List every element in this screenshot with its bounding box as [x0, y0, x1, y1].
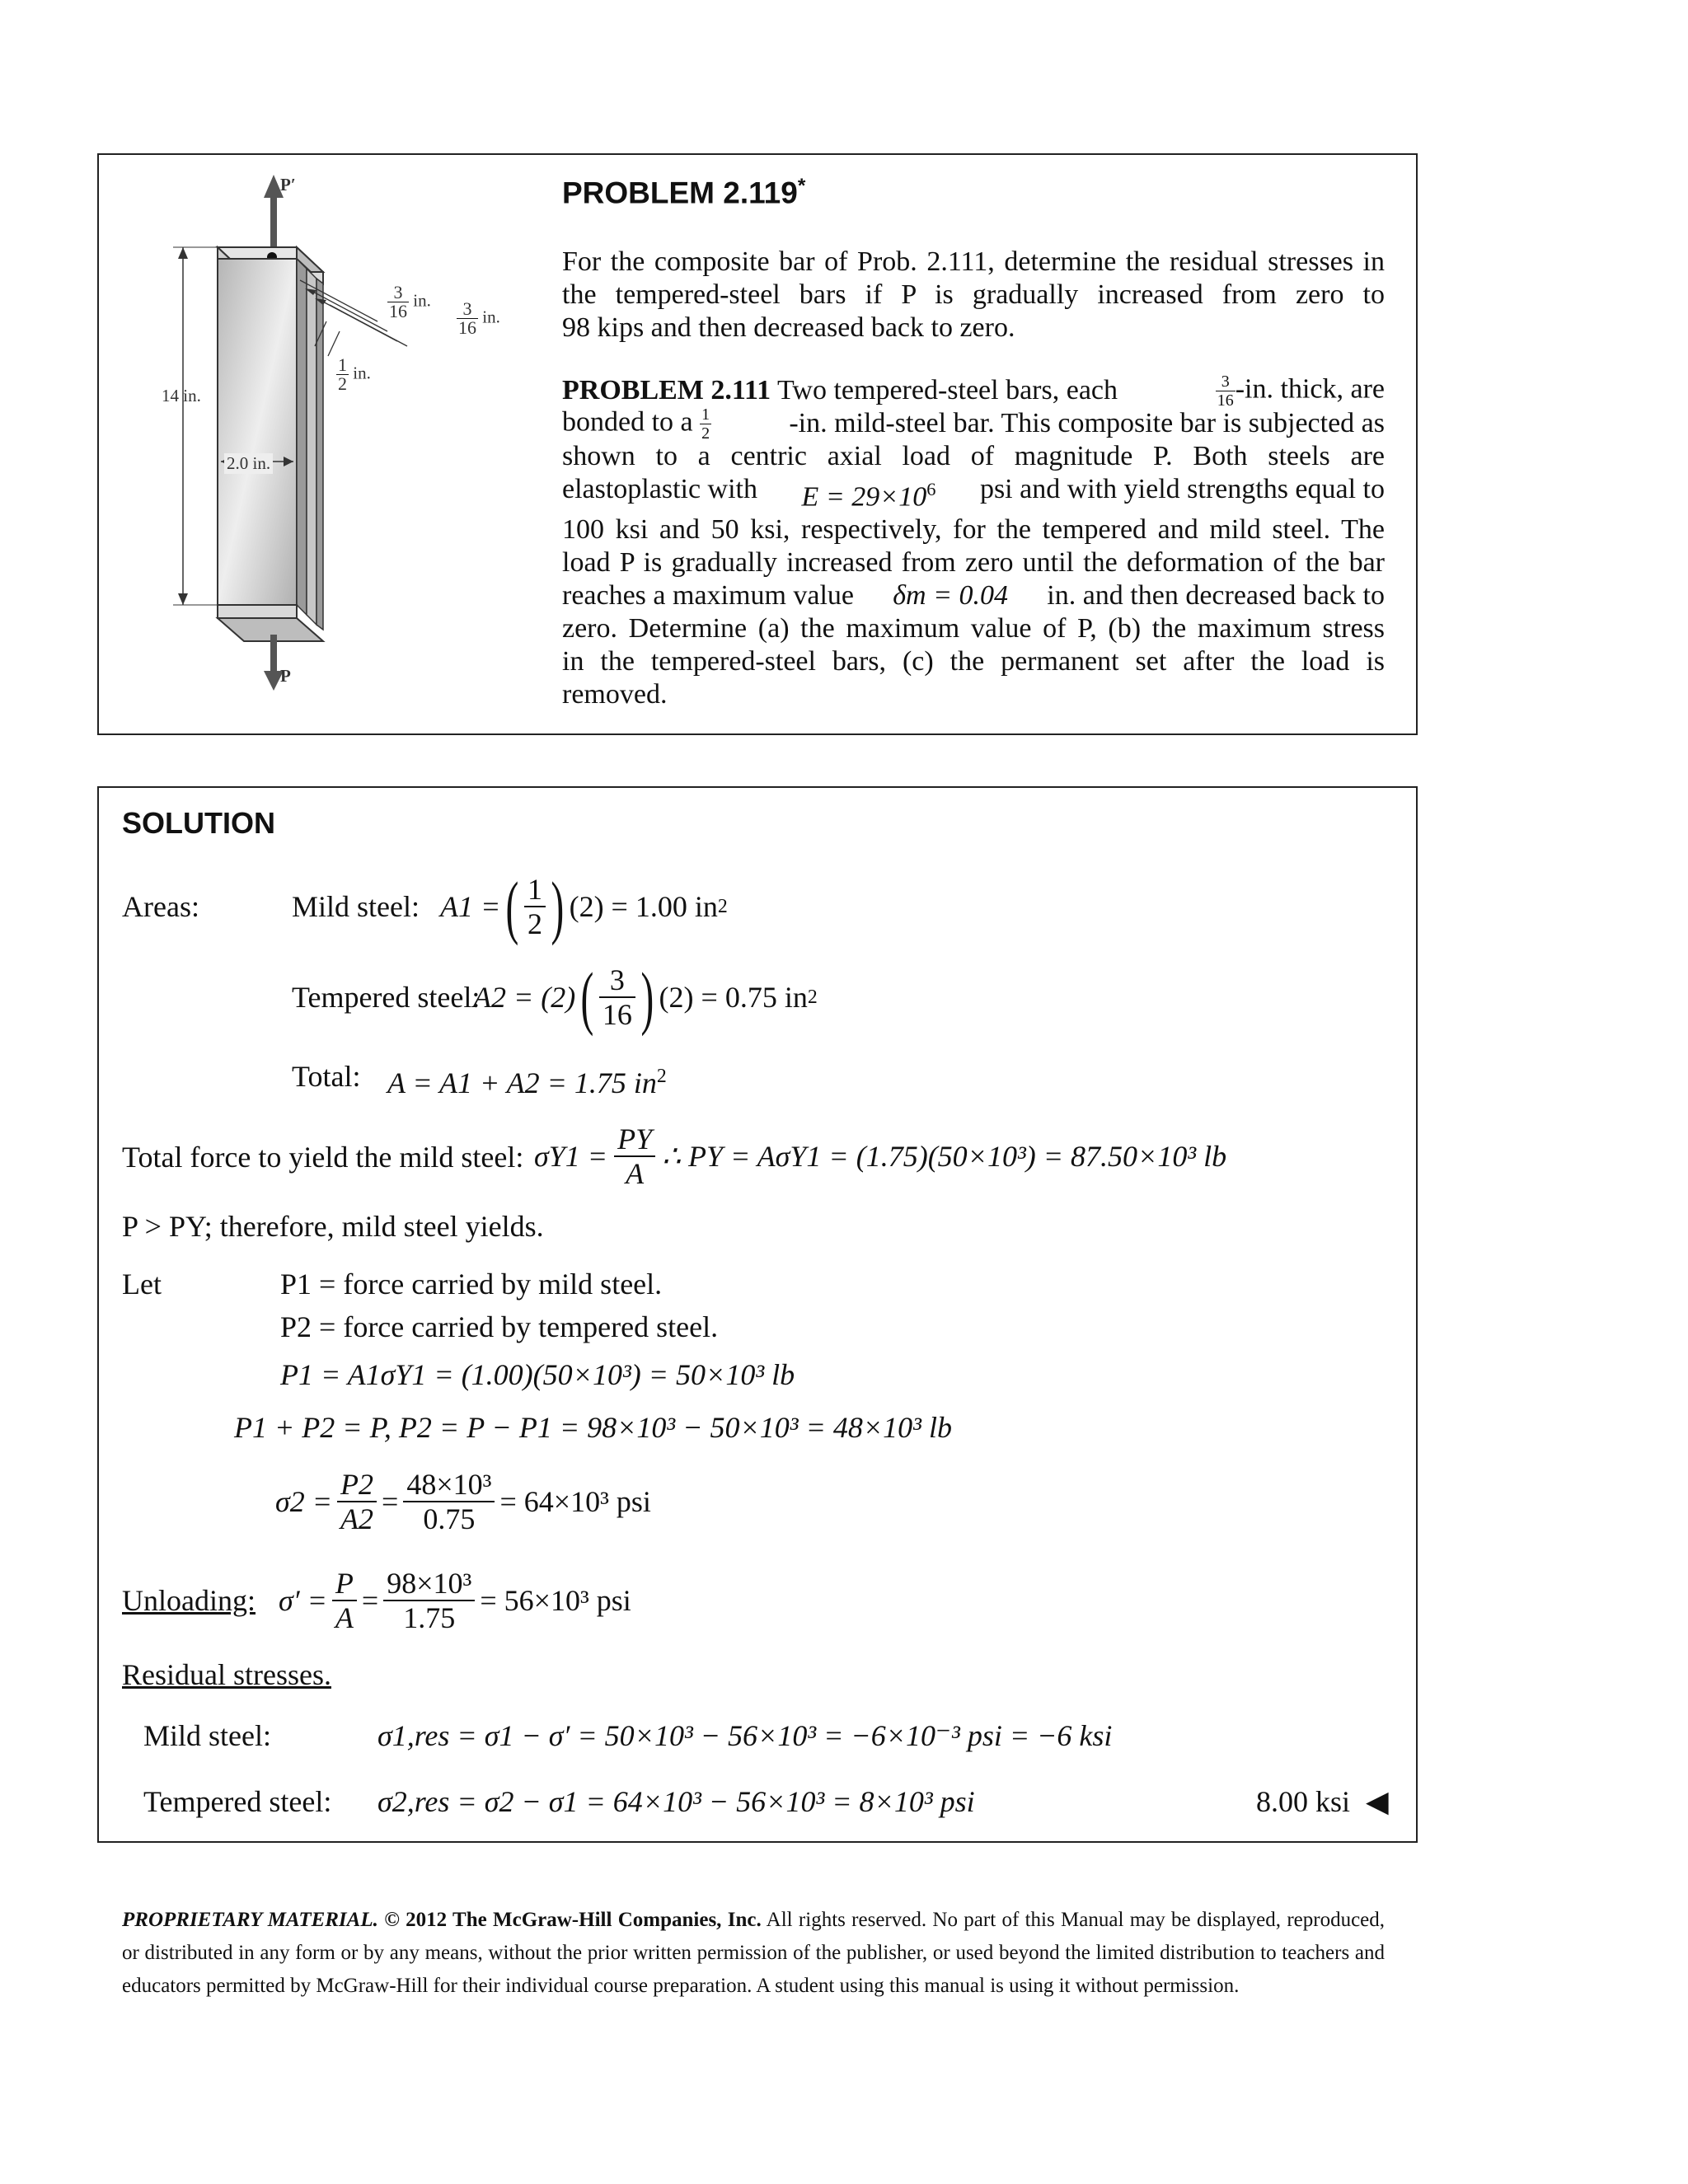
mild-area-equation: A1 = ( $\frac{1}{2}$ ) (2) = 1.00 in 2: [440, 867, 728, 946]
label-thickness-mild: $\frac{1}{2}$ in.: [338, 354, 371, 394]
residual-tempered-equation: σ2,res = σ2 − σ1 = 64×10³ − 56×10³ = 8×10³ psi: [377, 1785, 975, 1818]
yield-conclusion: P > PY; therefore, mild steel yields.: [122, 1210, 544, 1243]
unloading-label: Unloading:: [122, 1584, 256, 1617]
label-bottom-load: P: [280, 666, 291, 686]
label-top-load: P′: [280, 175, 296, 194]
residual-label: Residual stresses.: [122, 1658, 331, 1691]
sigma2-equation: σ2 = $\frac{P2}{A2}$ = $\frac{\text{48×10³}}{0.75}$ = 64×10³ psi: [275, 1468, 651, 1535]
solution-heading: SOLUTION: [122, 806, 275, 840]
p2-equation: P1 + P2 = P, P2 = P − P1 = 98×10³ − 50×10³ = 48×10³ lb: [234, 1411, 952, 1444]
let-p2: P2 = force carried by tempered steel.: [280, 1310, 719, 1343]
label-thickness-tempered-2: $\frac{3}{16}$ in.: [458, 298, 500, 338]
mild-area-label: Mild steel:: [292, 890, 420, 923]
problem-statement: For the composite bar of Prob. 2.111, determine the residual stresses in the tempered-steel bars if P is gradually increased from zero to 98 kips and then decreased back to zero.: [562, 246, 1385, 343]
total-area-label: Total:: [292, 1060, 361, 1093]
composite-bar-figure: [124, 165, 536, 692]
p1-equation: P1 = A1σY1 = (1.00)(50×10³) = 50×10³ lb: [280, 1358, 795, 1391]
answer-marker-icon: ◀: [1366, 1785, 1389, 1818]
yield-label: Total force to yield the mild steel:: [122, 1141, 524, 1174]
final-answer: 8.00 ksi ◀: [1256, 1785, 1389, 1818]
tempered-area-equation: A2 = (2) ( $\frac{3}{16}$ ) (2) = 0.75 in 2: [473, 958, 818, 1037]
yield-equation: σY1 = $\frac{PY}{A}$ ∴ PY = AσY1 = (1.75)(50×10³) = 87.50×10³ lb: [534, 1122, 1227, 1190]
unloading-equation: σ′ = $\frac{P}{A}$ = $\frac{\text{98×10³}}{1.75}$ = 56×10³ psi: [279, 1567, 631, 1634]
label-height: 14 in.: [162, 386, 201, 405]
let-p1: P1 = force carried by mild steel.: [280, 1268, 663, 1301]
copyright-footer: PROPRIETARY MATERIAL. © 2012 The McGraw-Hill Companies, Inc. All rights reserved. No part of this Manual may be displayed, reproduced, or distributed in any form or by any means, without the prior written permission of the publisher, or used beyond the limited distribution to teachers and educators permitted by McGraw-Hill for their individual course preparation. A student using this manual is using it without permission.: [122, 1909, 1386, 1997]
total-area-equation: A = A1 + A2 = 1.75 $in^2$: [387, 1066, 667, 1100]
areas-label: Areas:: [122, 890, 199, 923]
problem-title: PROBLEM 2.119*: [562, 175, 806, 210]
residual-mild-label: Mild steel:: [143, 1719, 271, 1752]
residual-mild-equation: σ1,res = σ1 − σ′ = 50×10³ − 56×10³ = −6×10⁻³ psi = −6 ksi: [377, 1719, 1113, 1752]
bar-front-face: [218, 259, 297, 605]
label-thickness-tempered-1: $\frac{3}{16}$ in.: [389, 282, 431, 321]
residual-tempered-label: Tempered steel:: [143, 1785, 332, 1818]
label-width: 2.0 in.: [224, 453, 273, 474]
let-label: Let: [122, 1268, 162, 1301]
tempered-area-label: Tempered steel:: [292, 981, 481, 1014]
reference-problem: PROBLEM 2.111 Two tempered-steel bars, each $\frac{3}{16}$ -in. thick, are bonded to a $\frac{1}{2}$ -in. mild-steel bar. This composite bar is subjected as shown to a centric axial load of magnitude P. Both steels are elastoplastic with $E = 29\times 10^6$ psi and with yield strengths equal to 100 ksi and 50 ksi, respectively, for the tempered and mild steel. The load P is gradually increased from zero until the deformation of the bar reaches a maximum value δm = 0.04 in. and then decreased back to zero. Determine (a) the maximum value of P, (b) the maximum stress in the tempered-steel bars, (c) the permanent set after the load is removed.: [562, 372, 1385, 710]
